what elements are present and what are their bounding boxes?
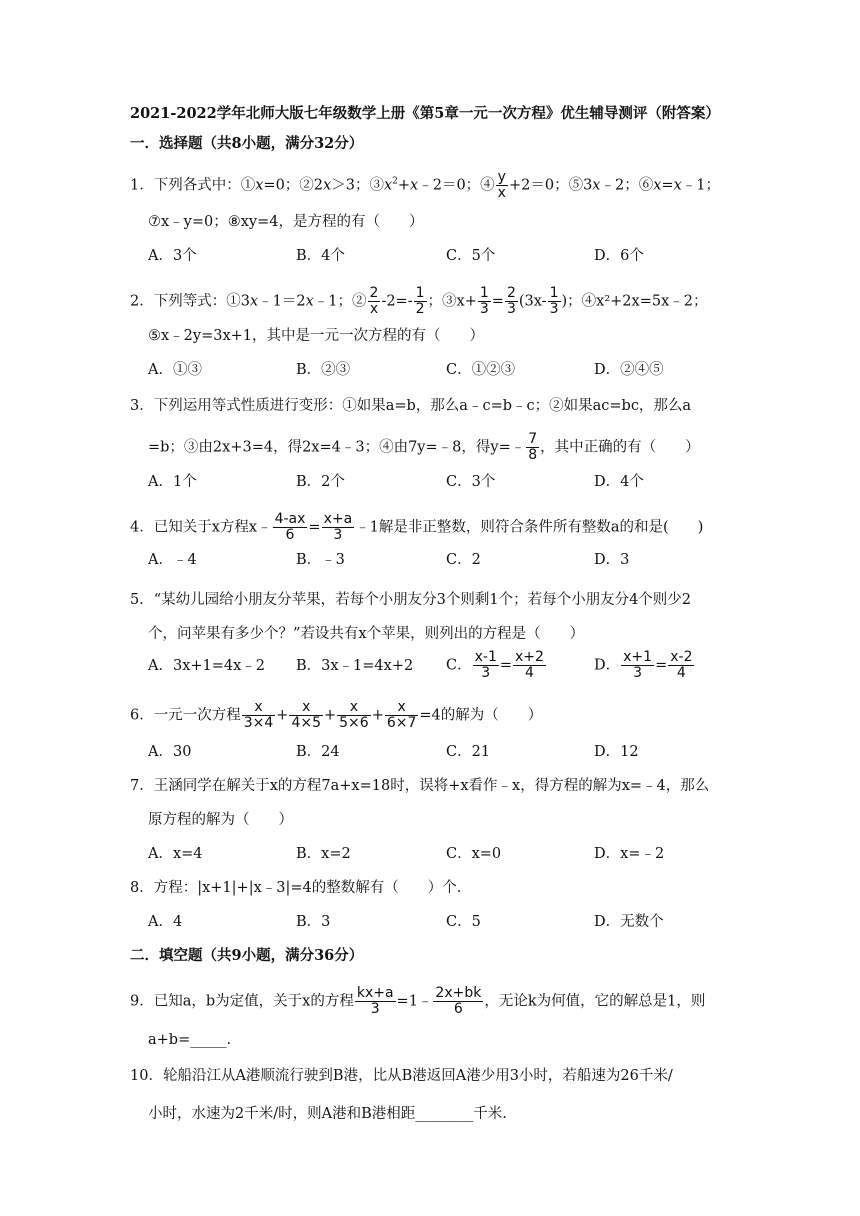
q9-fraction-2: [433, 986, 483, 1017]
q3-option-a: A．1个: [148, 474, 197, 490]
question-5-line-2: 个，问苹果有多少个？”若设共有x个苹果，则列出的方程是（ ）: [148, 626, 585, 642]
frac-denominator: 3: [333, 527, 343, 543]
q6-option-c: C．21: [446, 744, 491, 760]
frac-denominator: 4: [525, 665, 534, 681]
q1-option-c: C．5个: [446, 248, 496, 264]
frac-denominator: 4: [676, 665, 686, 681]
question-9-line-2: [148, 1030, 231, 1050]
q2-var: x: [305, 293, 314, 310]
q5-option-b: B．3x﹣1=4x+2: [296, 658, 414, 674]
frac-numerator: x+2: [515, 649, 544, 665]
question-3-line-1: 3．下列运用等式性质进行变形：①如果a=b，那么a﹣c=b﹣c；②如果ac=bc，那么a: [130, 398, 692, 414]
q9-text-b: =1﹣: [396, 993, 433, 1010]
q2-text-c: ﹣1＝2: [258, 293, 306, 310]
frac-numerator: 2: [369, 285, 379, 301]
q2-fraction-5: [548, 286, 561, 317]
option-letter: C．: [446, 657, 472, 674]
q2-option-c: C．①②③: [446, 362, 516, 378]
frac-denominator: x: [369, 301, 379, 317]
frac-denominator: 3: [481, 665, 491, 681]
frac-denominator: 5×6: [339, 715, 369, 731]
question-7-line-2: 原方程的解为（ ）: [148, 812, 293, 828]
q3-option-d: D．4个: [594, 474, 644, 490]
q1-text-c: =0；②2: [263, 177, 324, 194]
frac-numerator: x: [289, 700, 323, 716]
section-heading-choice: 一．选择题（共8小题，满分32分）: [130, 135, 364, 152]
option-letter: D．: [594, 657, 621, 674]
q1-text-a: 1．下列各式中：①: [130, 177, 256, 194]
question-2-line-1: [130, 286, 708, 317]
q7-option-b: B．x=2: [296, 846, 351, 862]
question-2-line-2: ⑤x﹣2y=3x+1，其中是一元一次方程的有（ ）: [148, 328, 485, 344]
frac-numerator: kx+a: [356, 985, 394, 1001]
q2-text-a: 2．下列等式：①3: [130, 293, 250, 310]
frac-denominator: 3: [479, 301, 489, 317]
q6-text-a: 6．一元一次方程: [130, 707, 241, 724]
section-heading-fill-in: 二．填空题（共9小题，满分36分）: [130, 947, 364, 964]
q8-option-a: A．4: [148, 914, 183, 930]
q4-option-b: B．﹣3: [296, 552, 345, 568]
q5-option-d: [594, 650, 695, 681]
q1-text-e: ＞3；③: [331, 177, 384, 194]
frac-numerator: x: [242, 700, 276, 716]
q1-text-l: ﹣2；⑥: [600, 177, 654, 194]
frac-denominator: 6: [453, 1001, 463, 1017]
frac-numerator: 1: [415, 285, 425, 301]
document-title: 2021-2022学年北师大版七年级数学上册《第5章一元一次方程》优生辅导测评（附答案）: [130, 105, 720, 122]
frac-numerator: x: [385, 700, 419, 716]
question-8-line-1: 8．方程：|x+1|+|x﹣3|=4的整数解有（ ）个.: [130, 880, 462, 896]
frac-denominator: 6: [285, 527, 295, 543]
q7-option-d: D．x=﹣2: [594, 846, 665, 862]
frac-numerator: 2: [506, 285, 516, 301]
frac-denominator: 2: [415, 301, 425, 317]
question-1-line-2: ⑦x﹣y=0；⑧xy=4，是方程的有（ ）: [148, 214, 424, 230]
q1-frac-denominator: x: [497, 185, 506, 201]
frac-denominator: 3: [370, 1001, 380, 1017]
q2-fraction-3: [478, 286, 491, 317]
q7-option-c: C．x=0: [446, 846, 502, 862]
q4-fraction-1: [273, 512, 308, 543]
q9-text: a+b=: [148, 1032, 191, 1048]
q2-text-h: ；③x+: [427, 293, 477, 310]
frac-numerator: x+a: [323, 511, 353, 527]
question-3-line-2: [148, 432, 700, 463]
frac-numerator: x-2: [670, 649, 693, 665]
q1-option-b: B．4个: [296, 248, 345, 264]
q1-text-g: +: [397, 177, 411, 194]
q10-text: 小时，水速为2千米/时，则A港和B港相距: [148, 1106, 416, 1122]
frac-numerator: 1: [549, 285, 559, 301]
q5-d-fraction-2: [668, 650, 694, 681]
q1-text-n: =: [661, 177, 674, 194]
q1-text-p: ﹣1；: [681, 177, 720, 194]
q4-text-b: =: [308, 519, 321, 536]
q1-var: x: [383, 177, 393, 194]
q5-c-fraction-1: [473, 650, 499, 681]
q4-option-c: C．2: [446, 552, 481, 568]
q2-text-g: -2=-: [381, 293, 413, 310]
question-4-line-1: [130, 512, 703, 543]
q4-text-a: 4．已知关于x方程x﹣: [130, 519, 272, 536]
q6-fraction-3: [337, 700, 371, 731]
q1-fraction: [496, 170, 508, 201]
q2-fraction-2: [414, 286, 427, 317]
q7-option-a: A．x=4: [148, 846, 203, 862]
q1-var: x: [592, 177, 601, 194]
q1-var: x: [255, 177, 264, 194]
q6-fraction-2: [289, 700, 323, 731]
plus: +: [323, 707, 337, 724]
plus: +: [371, 707, 384, 724]
q2-option-b: B．②③: [296, 362, 351, 378]
equals: =: [655, 657, 668, 674]
frac-numerator: 1: [479, 285, 489, 301]
q9-text-a: 9．已知a，b为定值，关于x的方程: [130, 993, 354, 1010]
q8-option-c: C．5: [446, 914, 481, 930]
q5-d-fraction-1: [621, 650, 654, 681]
equals: =: [499, 657, 513, 674]
frac-denominator: 6×7: [386, 715, 417, 731]
q10-answer-blank[interactable]: ________: [415, 1106, 474, 1122]
q1-option-d: D．6个: [594, 248, 644, 264]
q1-var: x: [673, 177, 682, 194]
frac-numerator: 7: [528, 431, 538, 447]
frac-numerator: x+1: [623, 649, 653, 665]
q2-text-e: ﹣1；②: [313, 293, 367, 310]
q2-var: x: [249, 293, 259, 310]
plus: +: [276, 707, 289, 724]
q6-option-d: D．12: [594, 744, 639, 760]
frac-numerator: 4-ax: [274, 511, 306, 527]
q1-frac-numerator: y: [497, 169, 506, 185]
q2-text-j: (3x-: [518, 293, 547, 310]
q9-fraction-1: [355, 986, 396, 1017]
question-10-line-2: [148, 1104, 507, 1124]
q6-option-a: A．30: [148, 744, 192, 760]
q4-fraction-2: [322, 512, 355, 543]
frac-numerator: 2x+bk: [435, 985, 482, 1001]
q1-option-a: A．3个: [148, 248, 197, 264]
q3-text-b: ，其中正确的有（ ）: [540, 439, 700, 456]
q3-fraction: [526, 432, 539, 463]
q2-fraction-4: [505, 286, 518, 317]
question-9-line-1: [130, 986, 705, 1017]
q10-unit: 千米.: [473, 1106, 507, 1122]
frac-denominator: 8: [528, 447, 538, 463]
q1-var: x: [653, 177, 662, 194]
q9-text-c: ，无论k为何值，它的解总是1，则: [484, 993, 706, 1010]
q1-text-i: ﹣2＝0；④: [418, 177, 495, 194]
q5-option-c: [446, 650, 547, 681]
frac-denominator: 3: [633, 665, 643, 681]
q8-option-d: D．无数个: [594, 914, 664, 930]
frac-denominator: 3: [506, 301, 516, 317]
q9-answer-blank[interactable]: _____: [190, 1032, 227, 1048]
q6-fraction-4: [385, 700, 419, 731]
question-1-line-1: 1．下列各式中：①x=0；②2x＞3；$③x^2+x﹣2=0$；④ $\frac{y}{x}$ +2＝0；⑤3x﹣2；⑥x=x﹣1；: [130, 169, 720, 201]
q6-option-b: B．24: [296, 744, 340, 760]
frac-denominator: 3×4: [243, 715, 274, 731]
q1-var: x: [323, 177, 332, 194]
q4-option-a: A．﹣4: [148, 552, 197, 568]
q4-option-d: D．3: [594, 552, 630, 568]
q3-option-b: B．2个: [296, 474, 345, 490]
q1-var: x: [410, 177, 419, 194]
frac-numerator: x: [337, 700, 371, 716]
q6-text-b: =4的解为（ ）: [419, 707, 543, 724]
q2-text-k: )；④x²+2x=5x﹣2；: [561, 293, 708, 310]
q2-option-a: A．①③: [148, 362, 202, 378]
q6-fraction-1: [242, 700, 276, 731]
q5-c-fraction-2: [513, 650, 546, 681]
q3-text-a: =b；③由2x+3=4，得2x=4﹣3；④由7y=﹣8，得y=﹣: [148, 439, 526, 456]
q4-text-c: ﹣1解是非正整数，则符合条件所有整数a的和是( ): [355, 519, 704, 536]
q1-text-j: +2＝0；⑤3: [508, 177, 593, 194]
q3-option-c: C．3个: [446, 474, 496, 490]
question-10-line-1: 10．轮船沿江从A港顺流行驶到B港，比从B港返回A港少用3小时，若船速为26千米/: [130, 1068, 673, 1084]
q5-option-a: A．3x+1=4x﹣2: [148, 658, 266, 674]
frac-numerator: x-1: [474, 649, 497, 665]
frac-denominator: 3: [549, 301, 559, 317]
question-6-line-1: [130, 700, 542, 731]
question-7-line-1: 7．王涵同学在解关于x的方程7a+x=18时，误将+x看作﹣x，得方程的解为x=﹣4，那么: [130, 778, 710, 794]
q8-option-b: B．3: [296, 914, 331, 930]
q9-period: .: [226, 1032, 232, 1048]
q2-option-d: D．②④⑤: [594, 362, 664, 378]
q2-fraction-1: [368, 286, 381, 317]
question-5-line-1: 5．“某幼儿园给小朋友分苹果，若每个小朋友分3个则剩1个；若每个小朋友分4个则少2: [130, 592, 692, 608]
q2-text-i: =: [491, 293, 504, 310]
frac-denominator: 4×5: [291, 715, 321, 731]
